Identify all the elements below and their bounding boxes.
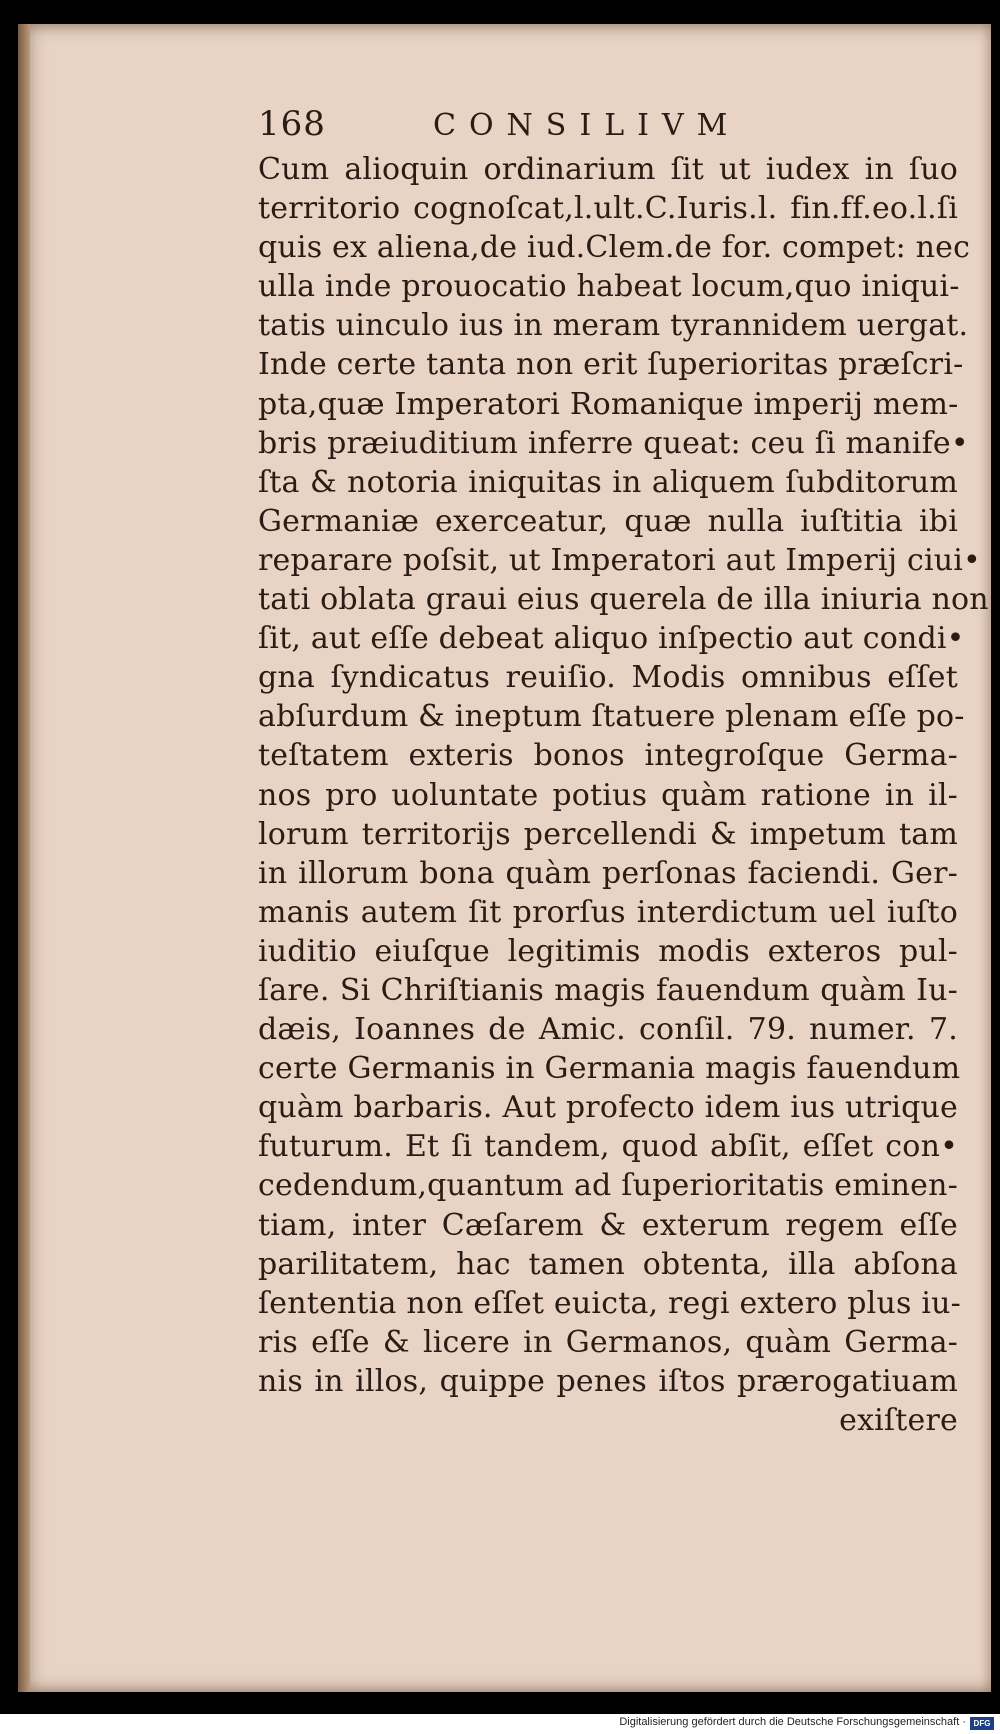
text-line: Germaniæ exerceatur, quæ nulla iuſtitia ibi — [258, 503, 958, 539]
running-head: CONSILIVM — [433, 108, 741, 143]
text-line: ſententia non eſſet euicta, regi extero plus iu- — [258, 1285, 961, 1321]
text-line: ulla inde prouocatio habeat locum,quo iniqui- — [258, 269, 960, 305]
text-line: in illorum bona quàm perſonas faciendi. Ger- — [258, 855, 958, 891]
text-line: ris eſſe & licere in Germanos, quàm Germa- — [258, 1324, 958, 1360]
text-line: futurum. Et ſi tandem, quod abſit, eſſet con• — [258, 1129, 958, 1165]
text-line: territorio cognoſcat,l.ult.C.Iuris.l. fin.ff.eo.l.ſi — [258, 191, 958, 227]
text-line: Inde certe tanta non erit ſuperioritas præſcri- — [258, 347, 964, 383]
text-line: tati oblata graui eius querela de illa iniuria non — [258, 582, 989, 618]
digitization-footer — [0, 1714, 1000, 1734]
catchword: exiſtere — [839, 1403, 958, 1438]
text-line: parilitatem, hac tamen obtenta, illa abſona — [258, 1246, 958, 1282]
dfg-logo-icon: DFG — [970, 1717, 994, 1730]
text-line: quis ex aliena,de iud.Clem.de for. compet: nec — [258, 230, 971, 266]
text-line: ſta & notoria iniquitas in aliquem ſubditorum — [258, 464, 958, 500]
text-line: nos pro uoluntate potius quàm ratione in il- — [258, 777, 958, 813]
text-line: dæis, Ioannes de Amic. conſil. 79. numer. 7. — [258, 1012, 958, 1048]
text-line: Cum alioquin ordinarium ſit ut iudex in ſuo — [258, 152, 958, 187]
page-header — [258, 104, 958, 154]
text-line: bris præiuditium inferre queat: ceu ſi manife• — [258, 425, 969, 461]
text-line: cedendum,quantum ad ſuperioritatis eminen- — [258, 1168, 958, 1204]
text-line: quàm barbaris. Aut profecto idem ius utrique — [258, 1090, 958, 1126]
text-line: abſurdum & ineptum ſtatuere plenam eſſe po- — [258, 699, 965, 735]
text-line: ſit, aut eſſe debeat aliquo inſpectio aut condi• — [258, 621, 965, 657]
text-line: manis autem ſit prorſus interdictum uel iuſto — [258, 894, 958, 930]
page-binding-edge — [18, 24, 30, 1692]
text-line: gna ſyndicatus reuiſio. Modis omnibus eſſet — [258, 660, 958, 696]
text-line: pta,quæ Imperatori Romanique imperij mem- — [258, 386, 959, 422]
funding-credit: Digitalisierung gefördert durch die Deutsche Forschungsgemeinschaft · — [619, 1716, 966, 1728]
text-line: nis in illos, quippe penes iſtos prærogatiuam — [258, 1363, 958, 1399]
text-line: reparare poſsit, ut Imperatori aut Imperij ciui• — [258, 542, 981, 578]
text-line: teſtatem exteris bonos integroſque Germa- — [258, 738, 958, 774]
text-line: certe Germanis in Germania magis fauendum — [258, 1051, 961, 1087]
text-line: tatis uinculo ius in meram tyrannidem uergat. — [258, 308, 969, 344]
body-text — [258, 150, 989, 1440]
page-number: 168 — [258, 104, 326, 144]
text-line: iuditio eiuſque legitimis modis exteros pul- — [258, 933, 958, 969]
text-line: lorum territorijs percellendi & impetum tam — [258, 816, 958, 852]
text-line: ſare. Si Chriſtianis magis fauendum quàm Iu- — [258, 972, 958, 1008]
text-line: tiam, inter Cæſarem & exterum regem eſſe — [258, 1207, 958, 1243]
